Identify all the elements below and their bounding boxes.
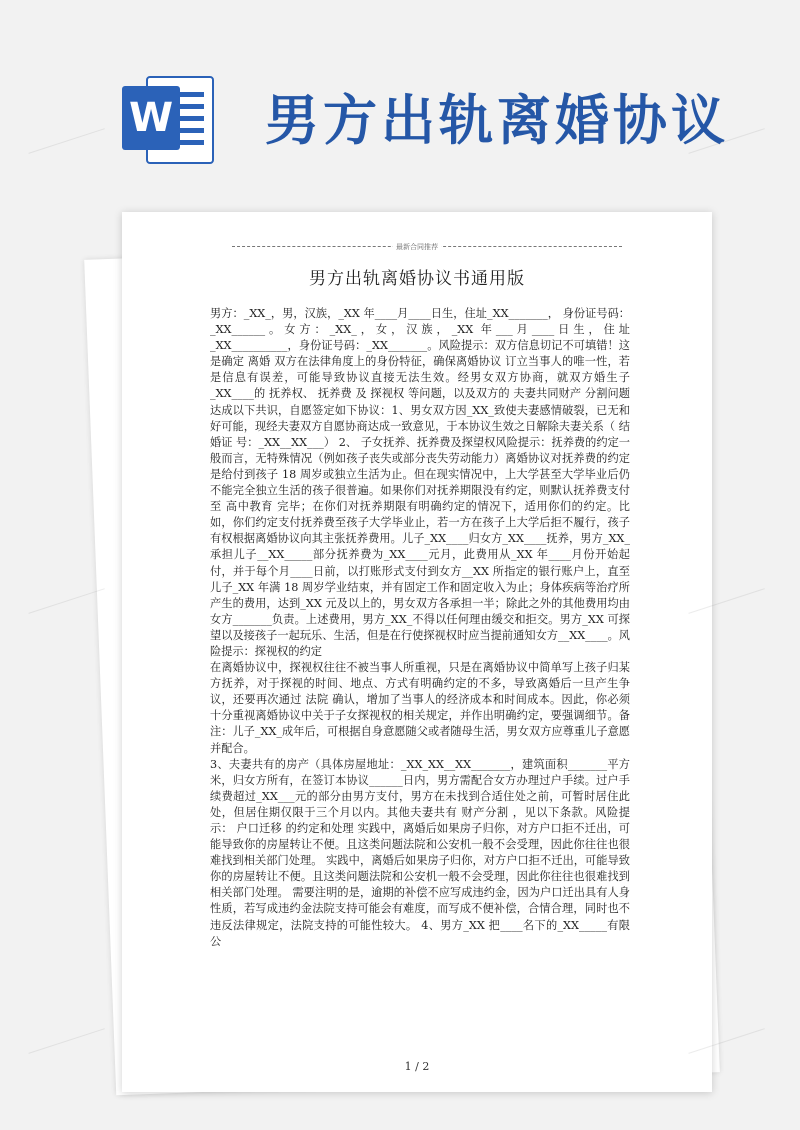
- document-title: 男方出轨离婚协议书通用版: [309, 269, 525, 289]
- header-note: 最新合同推荐: [393, 243, 441, 251]
- paragraph: 男方：_XX_，男，汉族，_XX 年____月____日生，住址_XX_______， 身份证号码：_XX______。女方：_XX_，女，汉族，_XX 年___月____日生，住址_XX__________，身份证号码：_XX_______。风险提示：双方信息切记不可填错！这是确定 离婚 双方在法律角度上的身份特征，确保离婚协议 订立当事人的唯一性，若是信息有误差，可能导致协议直接无法生效。经男女双方协商，就双方婚生子_XX____的 抚养权、 抚养费 及 探视权 等问题，以及双方的 夫妻共同财产 分割问题达成以下共识，自愿签定如下协议：1、男女双方因_XX_致使夫妻感情破裂，已无和好可能，现经夫妻双方自愿协商达成一致意见，于本协议生效之日解除夫妻关系（ 结婚证 号：_XX__XX___） 2、 子女抚养、抚养费及探望权风险提示：抚养费的约定一般而言，无特殊情况（例如孩子丧失或部分丧失劳动能力）离婚协议对抚养费的约定是给付到孩子 18 周岁或独立生活为止。但在现实情况中，上大学甚至大学毕业后仍不能完全独立生活的孩子很普遍。如果你们对抚养期限没有约定，则默认抚养费支付至 高中教育 完毕；在你们对抚养期限有明确约定的情况下，适用你们的约定。比如，你们约定支付抚养费至孩子大学毕业止，若一方在孩子上大学后拒不履行，孩子有权根据离婚协议向其主张抚养费用。儿子_XX____归女方_XX____抚养，男方_XX_承担儿子__XX_____部分抚养费为_XX____元月，此费用从_XX 年____月份开始起付，并于每个月____日前，以打账形式支付到女方__XX 所指定的银行账户上，直至儿子_XX 年满 18 周岁学业结束，并有固定工作和固定收入为止；身体疾病等治疗所产生的费用，达到_XX 元及以上的，男女双方各承担一半；除此之外的其他费用均由女方_______负责。上述费用，男方_XX_不得以任何理由缓交和拒交。男方_XX 可探望以及接孩子一起玩乐、生活，但是在行使探视权时应当提前通知女方__XX____。风险提示：探视权的约定: [210, 307, 630, 658]
- page-indicator: 1 / 2: [404, 1060, 430, 1073]
- paragraph: 在离婚协议中，探视权往往不被当事人所重视，只是在离婚协议中简单写上孩子归某方抚养，对于探视的时间、地点、方式有明确约定的不多，导致离婚后一旦产生争议，还要再次通过 法院 确认，增加了当事人的经济成本和时间成本。因此，你必须十分重视离婚协议中关于子女探视权的相关规定，并作出明确约定，要强调细节。备注：儿子_XX_成年后，可根据自身意愿随父或者随母生活，男女双方应尊重儿子意愿并配合。: [210, 661, 630, 755]
- watermark-decoration: [28, 1028, 111, 1075]
- document-page: [122, 212, 712, 1092]
- banner: [0, 0, 800, 200]
- banner-title: 男方出轨离婚协议: [265, 88, 729, 152]
- document-body: [210, 306, 630, 950]
- word-document-icon: [118, 70, 214, 166]
- paragraph: 3、夫妻共有的房产（具体房屋地址：_XX_XX__XX_______，建筑面积_______平方米，归女方所有，在签订本协议______日内，男方需配合女方办理过户手续。过户手续费超过_XX___元的部分由男方支付，男方在未找到合适住处之前，可暂时居住此处，但居住期仅限于三个月以内。其他夫妻共有 财产分割 ，见以下条款。风险提示： 户口迁移 的约定和处理 实践中，离婚后如果房子归你，对方户口拒不迁出，可能导致你的房屋转让不便。且这类问题法院和公安机一般不会受理，因此你往往也很难找到相关部门处理。 实践中，离婚后如果房子归你，对方户口拒不迁出，可能导致你的房屋转让不便。且这类问题法院和公安机一般不会受理，因此你往往也很难找到相关部门处理。 需要注明的是，逾期的补偿不应写成违约金，因为户口迁出具有人身性质，若写成违约金法院支持可能会有难度，而写成不便补偿，合情合理，同时也不违反法律规定，法院支持的可能性较大。 4、男方_XX 把____名下的_XX_____有限公: [210, 757, 630, 948]
- word-logo-letter: W: [122, 86, 180, 150]
